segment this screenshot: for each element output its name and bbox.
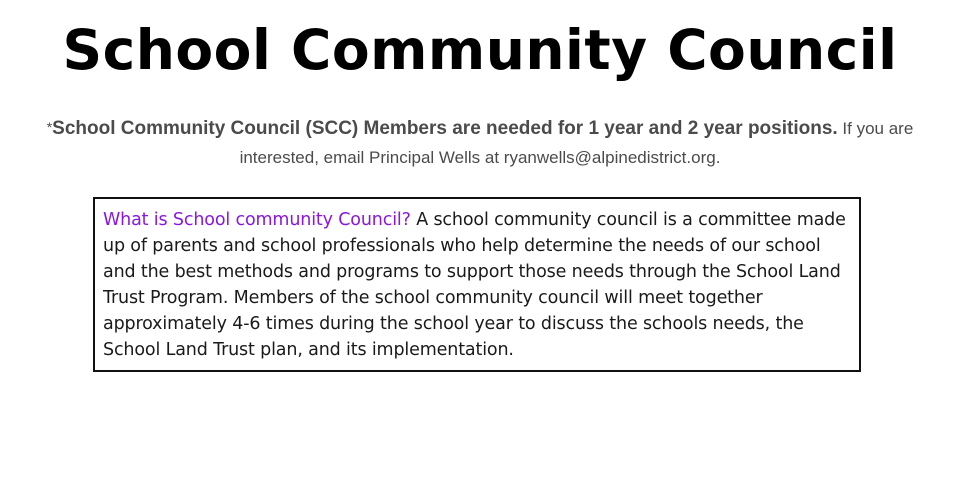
scc-recruitment-notice [40, 113, 920, 172]
scc-description-box [93, 197, 861, 372]
notice-asterisk: * [46, 119, 53, 135]
description-question: What is School community Council? [103, 210, 411, 230]
page-title: School Community Council [62, 18, 898, 82]
notice-bold-text: School Community Council (SCC) Members are needed for 1 year and 2 year positions. [52, 118, 838, 139]
description-answer: A school community council is a committee made up of parents and school professionals who help determine the needs of our school and the best methods and programs to support those needs through the School Land Trust Program. Members of the school community council will meet together approximately 4-6 times during the school year to discuss the schools needs, the School Land Trust plan, and its implementation. [103, 210, 846, 360]
notice-contact-text: If you are interested, email Principal Wells at ryanwells@alpinedistrict.org. [239, 119, 914, 167]
